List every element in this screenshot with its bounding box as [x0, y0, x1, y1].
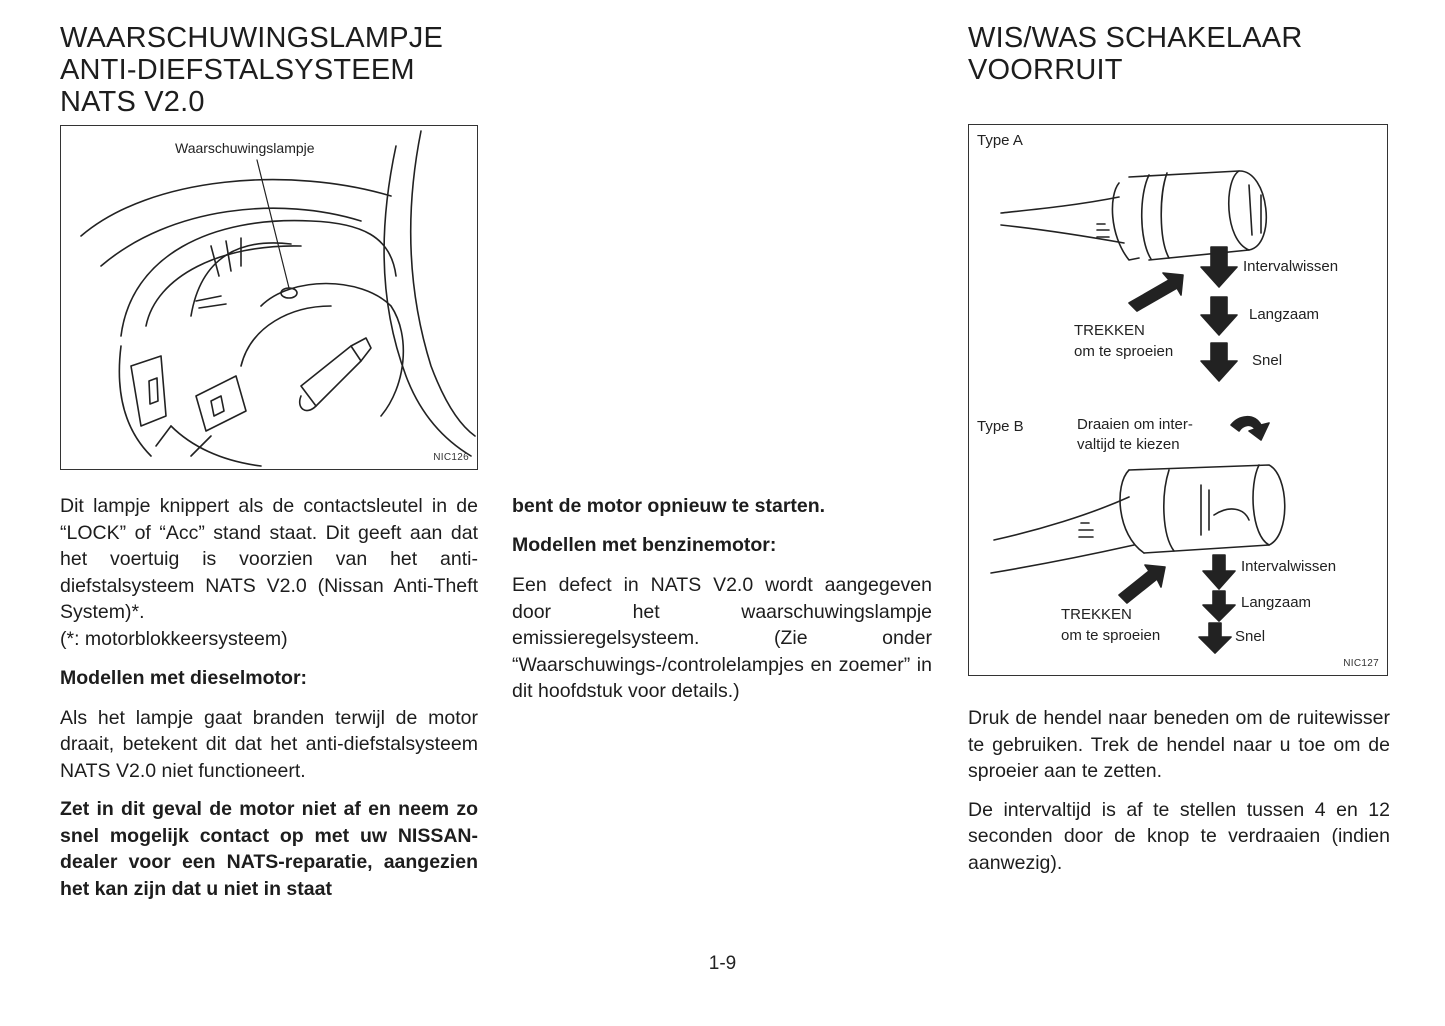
title-line: WAARSCHUWINGSLAMPJE: [60, 22, 443, 54]
title-line: VOORRUIT: [968, 54, 1123, 86]
warning-paragraph: Zet in dit geval de motor niet af en neem zo snel mogelijk contact op met uw NISSAN-dealer voor een NATS-reparatie, aangezien het kan zijn dat u niet in staat: [60, 798, 478, 900]
interval-paragraph: De intervaltijd is af te stellen tussen 4 en 12 seconden door de knop te verdraaien (indien aanwezig).: [968, 798, 1390, 874]
type-b-pull-sub-label: om te sproeien: [1061, 627, 1161, 644]
middle-body: [512, 493, 932, 705]
type-a-pull-label: TREKKEN: [1074, 322, 1145, 339]
dashboard-illustration: [60, 125, 478, 470]
right-body: [968, 705, 1390, 876]
type-a-slow-label: Langzaam: [1249, 306, 1320, 323]
type-a-label: Type A: [977, 132, 1023, 149]
type-b-rotate-sub-label: valtijd te kiezen: [1077, 436, 1180, 453]
wiper-switch-drawing: [969, 125, 1387, 675]
warning-lamp-callout: Waarschuwingslampje: [175, 140, 315, 156]
title-line: WIS/WAS SCHAKELAAR: [968, 22, 1303, 54]
type-a-interval-label: Intervalwissen: [1243, 258, 1339, 275]
type-b-fast-label: Snel: [1235, 628, 1266, 645]
type-a-pull-sub-label: om te sproeien: [1074, 343, 1174, 360]
intro-paragraph: Dit lampje knippert als de contactsleutel in de “LOCK” of “Acc” stand staat. Dit geeft aan dat het voertuig is voorzien van het anti-diefstalsysteem NATS V2.0 (Nissan Anti-Theft System)*.: [60, 495, 478, 623]
wiper-section-title: [968, 22, 1390, 86]
page-number: 1-9: [708, 953, 737, 974]
figure-code: NIC126: [433, 452, 469, 463]
type-b-rotate-label: Draaien om inter-: [1077, 416, 1193, 433]
diesel-paragraph: Als het lampje gaat branden terwijl de motor draait, betekent dit dat het anti-diefstalsysteem NATS V2.0 niet functioneert.: [60, 706, 478, 782]
nats-section-title: [60, 22, 478, 118]
operation-paragraph: Druk de hendel naar beneden om de ruitewisser te gebruiken. Trek de hendel naar u toe om de sproeier aan te zetten.: [968, 707, 1390, 782]
warning-continued: bent de motor opnieuw te starten.: [512, 495, 826, 517]
type-b-pull-label: TREKKEN: [1061, 606, 1132, 623]
petrol-heading: Modellen met benzinemotor:: [512, 533, 777, 556]
diesel-heading: Modellen met dieselmotor:: [60, 667, 308, 689]
petrol-paragraph: Een defect in NATS V2.0 wordt aangegeven door het waarschuwingslampje emissieregelsysteem. (Zie onder “Waarschuwings-/controlelampjes en zoemer” in dit hoofdstuk voor details.): [512, 574, 932, 702]
left-body: [60, 493, 478, 902]
type-b-slow-label: Langzaam: [1241, 594, 1312, 611]
dashboard-drawing: [61, 126, 477, 469]
footnote: (*: motorblokkeersysteem): [60, 627, 288, 650]
figure-code: NIC127: [1343, 658, 1379, 669]
type-b-interval-label: Intervalwissen: [1241, 558, 1337, 575]
title-line: ANTI-DIEFSTALSYSTEEM: [60, 54, 415, 86]
type-a-fast-label: Snel: [1252, 352, 1283, 369]
wiper-switch-illustration: [968, 124, 1388, 676]
title-line: NATS V2.0: [60, 86, 205, 118]
type-b-label: Type B: [977, 418, 1024, 435]
